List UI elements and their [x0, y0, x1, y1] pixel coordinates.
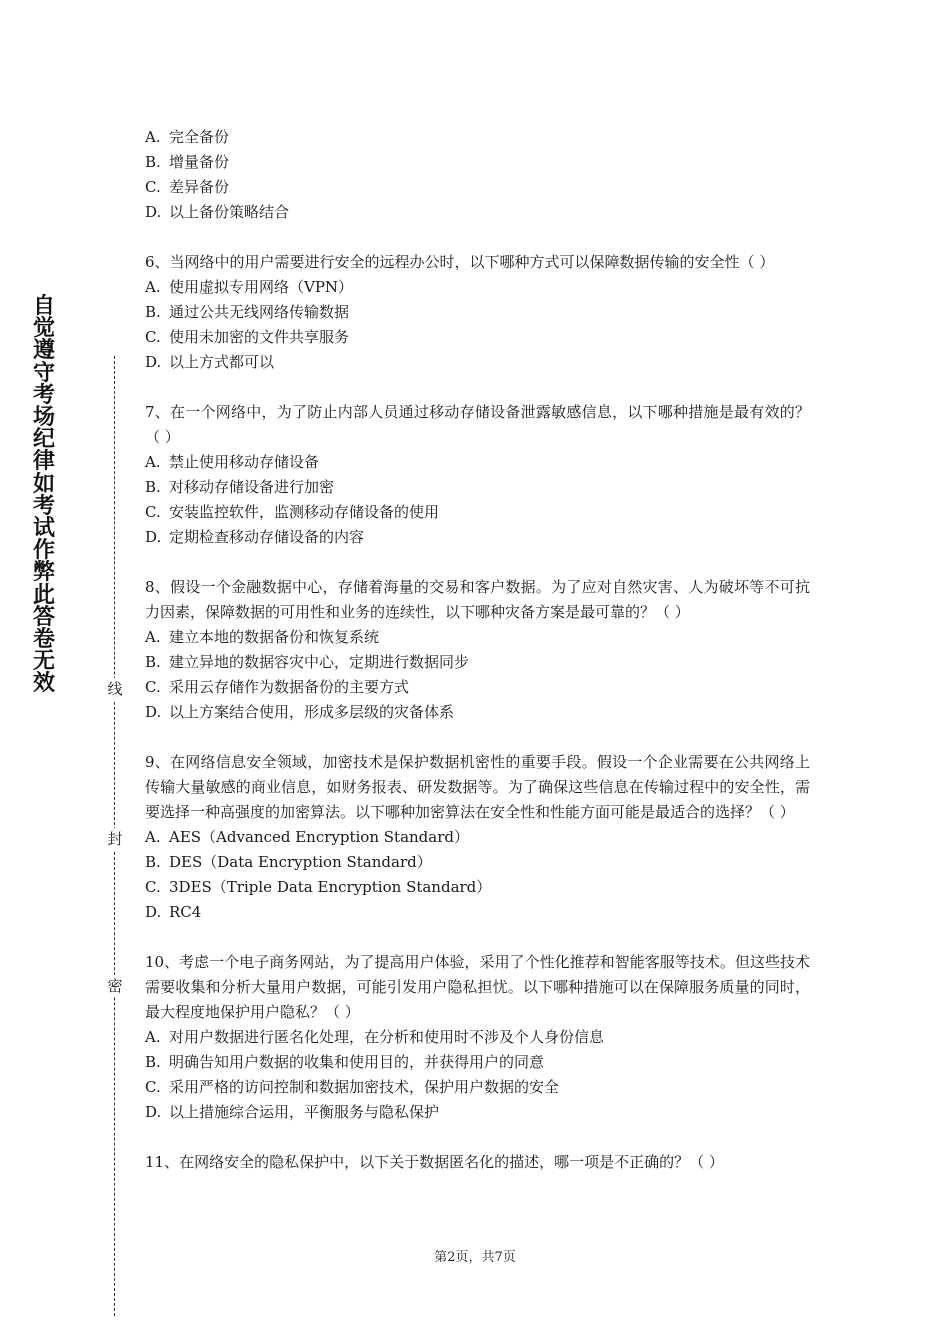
- option-b: B. 对移动存储设备进行加密: [145, 478, 335, 496]
- question-stem: 7、在一个网络中，为了防止内部人员通过移动存储设备泄露敏感信息，以下哪种措施是最有效的？（ ）: [145, 403, 810, 446]
- question-10: [145, 950, 810, 1125]
- option-c: C. 3DES（Triple Data Encryption Standard）: [145, 878, 492, 896]
- option-a: A. 禁止使用移动存储设备: [145, 453, 320, 471]
- binding-label-seal: 封: [104, 828, 126, 850]
- question-11: [145, 1150, 810, 1175]
- exam-discipline-notice: 自觉遵守考场纪律如考试作弊此答卷无效: [32, 294, 55, 697]
- option-b: B. 建立异地的数据容灾中心，定期进行数据同步: [145, 653, 470, 671]
- option-a: A. 对用户数据进行匿名化处理，在分析和使用时不涉及个人身份信息: [145, 1028, 605, 1046]
- option-c: C. 差异备份: [145, 178, 230, 196]
- option-d: D. 以上方式都可以: [145, 353, 275, 371]
- option-b: B. 明确告知用户数据的收集和使用目的，并获得用户的同意: [145, 1053, 545, 1071]
- option-d: D. 以上备份策略结合: [145, 203, 290, 221]
- option-a: A. 建立本地的数据备份和恢复系统: [145, 628, 380, 646]
- option-d: D. RC4: [145, 903, 202, 921]
- binding-label-secret: 密: [104, 975, 126, 997]
- question-list: [145, 125, 810, 1200]
- option-b: B. 增量备份: [145, 153, 230, 171]
- question-8: [145, 575, 810, 725]
- option-b: B. 通过公共无线网络传输数据: [145, 303, 350, 321]
- option-c: C. 使用未加密的文件共享服务: [145, 328, 350, 346]
- option-c: C. 采用云存储作为数据备份的主要方式: [145, 678, 410, 696]
- option-b: B. DES（Data Encryption Standard）: [145, 853, 432, 871]
- question-stem: 6、当网络中的用户需要进行安全的远程办公时，以下哪种方式可以保障数据传输的安全性（ ）: [145, 253, 775, 271]
- option-c: C. 安装监控软件，监测移动存储设备的使用: [145, 503, 440, 521]
- option-a: A. AES（Advanced Encryption Standard）: [145, 828, 469, 846]
- question-stem: 9、在网络信息安全领域，加密技术是保护数据机密性的重要手段。假设一个企业需要在公共网络上传输大量敏感的商业信息，如财务报表、研发数据等。为了确保这些信息在传输过程中的安全性，需要选择一种高强度的加密算法。以下哪种加密算法在安全性和性能方面可能是最适合的选择？（ ）: [145, 753, 810, 821]
- binding-label-line: 线: [104, 678, 126, 700]
- option-d: D. 定期检查移动存储设备的内容: [145, 528, 365, 546]
- option-a: A. 完全备份: [145, 128, 230, 146]
- question-stem: 10、考虑一个电子商务网站，为了提高用户体验，采用了个性化推荐和智能客服等技术。但这些技术需要收集和分析大量用户数据，可能引发用户隐私担忧。以下哪种措施可以在保障服务质量的同时，最大程度地保护用户隐私？（ ）: [145, 953, 810, 1021]
- page-number: 第2页，共7页: [434, 1250, 516, 1265]
- option-d: D. 以上措施综合运用，平衡服务与隐私保护: [145, 1103, 440, 1121]
- option-d: D. 以上方案结合使用，形成多层级的灾备体系: [145, 703, 455, 721]
- question-5-continued: [145, 125, 810, 225]
- question-9: [145, 750, 810, 925]
- question-stem: 8、假设一个金融数据中心，存储着海量的交易和客户数据。为了应对自然灾害、人为破坏等不可抗力因素，保障数据的可用性和业务的连续性，以下哪种灾备方案是最可靠的？（ ）: [145, 578, 810, 621]
- option-c: C. 采用严格的访问控制和数据加密技术，保护用户数据的安全: [145, 1078, 560, 1096]
- question-stem: 11、在网络安全的隐私保护中，以下关于数据匿名化的描述，哪一项是不正确的？（ ）: [145, 1153, 724, 1171]
- question-7: [145, 400, 810, 550]
- question-6: [145, 250, 810, 375]
- option-a: A. 使用虚拟专用网络（VPN）: [145, 278, 354, 296]
